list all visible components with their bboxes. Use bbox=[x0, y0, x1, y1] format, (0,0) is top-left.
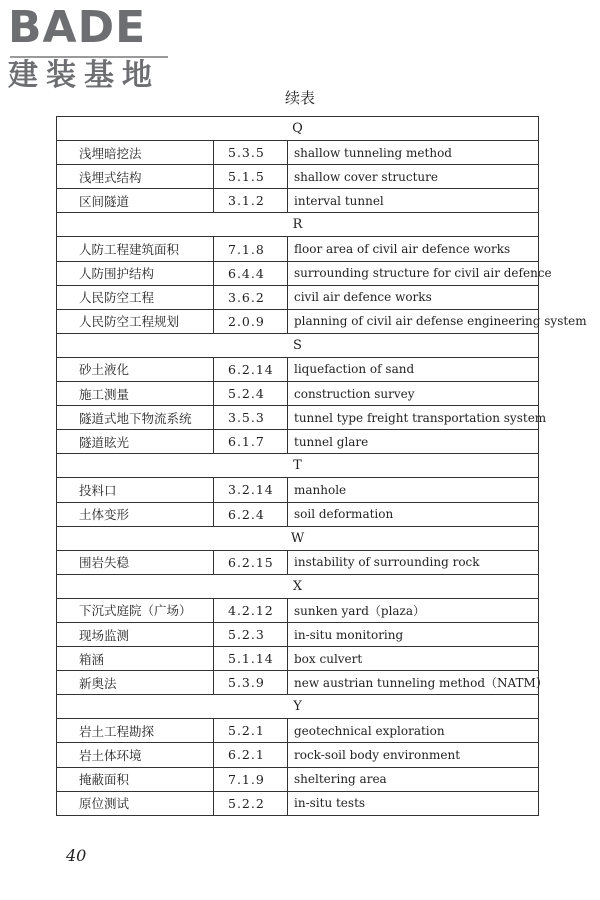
section-header-row bbox=[57, 526, 539, 550]
glossary-table-body bbox=[57, 117, 587, 816]
term-english: manhole bbox=[288, 478, 539, 502]
term-english: geotechnical exploration bbox=[288, 719, 539, 743]
term-english: box culvert bbox=[288, 647, 539, 671]
term-english: instability of surrounding rock bbox=[288, 550, 539, 574]
clause-number: 5.2.3 bbox=[214, 622, 288, 646]
section-letter: S bbox=[57, 333, 539, 357]
term-chinese: 人民防空工程规划 bbox=[57, 309, 214, 333]
term-english: in-situ tests bbox=[288, 791, 539, 815]
page-number: 40 bbox=[66, 846, 87, 865]
section-header-row bbox=[57, 117, 539, 141]
table-row bbox=[57, 622, 539, 646]
clause-number: 6.2.4 bbox=[214, 502, 288, 526]
term-chinese: 原位测试 bbox=[57, 791, 214, 815]
logo-brand-text: BADE bbox=[8, 2, 147, 53]
clause-number: 5.3.9 bbox=[214, 671, 288, 695]
table-row bbox=[57, 478, 539, 502]
term-english: floor area of civil air defence works bbox=[288, 237, 539, 261]
term-english: sheltering area bbox=[288, 767, 539, 791]
section-header-row bbox=[57, 695, 539, 719]
table-row bbox=[57, 502, 539, 526]
term-chinese: 现场监测 bbox=[57, 622, 214, 646]
clause-number: 6.2.1 bbox=[214, 743, 288, 767]
section-letter: Y bbox=[57, 695, 539, 719]
section-header-row bbox=[57, 333, 539, 357]
table-row bbox=[57, 237, 539, 261]
term-chinese: 投料口 bbox=[57, 478, 214, 502]
table-row bbox=[57, 406, 539, 430]
term-english: tunnel type freight transportation system bbox=[288, 406, 539, 430]
term-chinese: 人防围护结构 bbox=[57, 261, 214, 285]
term-chinese: 新奥法 bbox=[57, 671, 214, 695]
logo-subtitle: 建装基地 bbox=[8, 58, 160, 93]
table-row bbox=[57, 309, 539, 333]
table-row bbox=[57, 719, 539, 743]
table-row bbox=[57, 743, 539, 767]
term-chinese: 区间隧道 bbox=[57, 189, 214, 213]
term-english: tunnel glare bbox=[288, 430, 539, 454]
clause-number: 6.1.7 bbox=[214, 430, 288, 454]
term-english: liquefaction of sand bbox=[288, 357, 539, 381]
section-header-row bbox=[57, 213, 539, 237]
section-header-row bbox=[57, 454, 539, 478]
clause-number: 5.3.5 bbox=[214, 141, 288, 165]
table-row bbox=[57, 598, 539, 622]
term-chinese: 围岩失稳 bbox=[57, 550, 214, 574]
clause-number: 5.2.4 bbox=[214, 382, 288, 406]
term-chinese: 岩土体环境 bbox=[57, 743, 214, 767]
term-chinese: 人防工程建筑面积 bbox=[57, 237, 214, 261]
clause-number: 3.5.3 bbox=[214, 406, 288, 430]
clause-number: 2.0.9 bbox=[214, 309, 288, 333]
table-row bbox=[57, 357, 539, 381]
clause-number: 3.1.2 bbox=[214, 189, 288, 213]
section-header-row bbox=[57, 574, 539, 598]
term-chinese: 浅埋暗挖法 bbox=[57, 141, 214, 165]
term-english: surrounding structure for civil air defence bbox=[288, 261, 539, 285]
table-row bbox=[57, 285, 539, 309]
table-row bbox=[57, 550, 539, 574]
term-english: shallow cover structure bbox=[288, 165, 539, 189]
clause-number: 5.1.5 bbox=[214, 165, 288, 189]
table-caption: 续表 bbox=[284, 89, 315, 107]
term-english: soil deformation bbox=[288, 502, 539, 526]
term-english: shallow tunneling method bbox=[288, 141, 539, 165]
table-row bbox=[57, 382, 539, 406]
clause-number: 5.2.1 bbox=[214, 719, 288, 743]
table-row bbox=[57, 165, 539, 189]
table-row bbox=[57, 261, 539, 285]
clause-number: 7.1.8 bbox=[214, 237, 288, 261]
term-chinese: 砂土液化 bbox=[57, 357, 214, 381]
term-english: rock-soil body environment bbox=[288, 743, 539, 767]
section-letter: T bbox=[57, 454, 539, 478]
term-english: sunken yard（plaza） bbox=[288, 598, 539, 622]
term-chinese: 掩蔽面积 bbox=[57, 767, 214, 791]
clause-number: 6.4.4 bbox=[214, 261, 288, 285]
term-chinese: 施工测量 bbox=[57, 382, 214, 406]
clause-number: 3.2.14 bbox=[214, 478, 288, 502]
table-row bbox=[57, 647, 539, 671]
term-chinese: 人民防空工程 bbox=[57, 285, 214, 309]
section-letter: R bbox=[57, 213, 539, 237]
clause-number: 6.2.14 bbox=[214, 357, 288, 381]
term-english: interval tunnel bbox=[288, 189, 539, 213]
term-english: new austrian tunneling method（NATM） bbox=[288, 671, 539, 695]
term-english: planning of civil air defense engineering system bbox=[288, 309, 539, 333]
term-chinese: 下沉式庭院（广场） bbox=[57, 598, 214, 622]
term-english: civil air defence works bbox=[288, 285, 539, 309]
table-row bbox=[57, 791, 539, 815]
term-chinese: 岩土工程勘探 bbox=[57, 719, 214, 743]
section-letter: W bbox=[57, 526, 539, 550]
table-row bbox=[57, 189, 539, 213]
term-chinese: 土体变形 bbox=[57, 502, 214, 526]
glossary-table bbox=[56, 116, 587, 816]
table-row bbox=[57, 767, 539, 791]
clause-number: 7.1.9 bbox=[214, 767, 288, 791]
section-letter: X bbox=[57, 574, 539, 598]
brand-logo bbox=[8, 4, 178, 94]
section-letter: Q bbox=[57, 117, 539, 141]
term-chinese: 隧道眩光 bbox=[57, 430, 214, 454]
term-chinese: 箱涵 bbox=[57, 647, 214, 671]
term-english: construction survey bbox=[288, 382, 539, 406]
clause-number: 6.2.15 bbox=[214, 550, 288, 574]
table-row bbox=[57, 141, 539, 165]
term-chinese: 浅埋式结构 bbox=[57, 165, 214, 189]
term-chinese: 隧道式地下物流系统 bbox=[57, 406, 214, 430]
clause-number: 5.2.2 bbox=[214, 791, 288, 815]
term-english: in-situ monitoring bbox=[288, 622, 539, 646]
table-row bbox=[57, 430, 539, 454]
clause-number: 5.1.14 bbox=[214, 647, 288, 671]
clause-number: 3.6.2 bbox=[214, 285, 288, 309]
clause-number: 4.2.12 bbox=[214, 598, 288, 622]
table-row bbox=[57, 671, 539, 695]
